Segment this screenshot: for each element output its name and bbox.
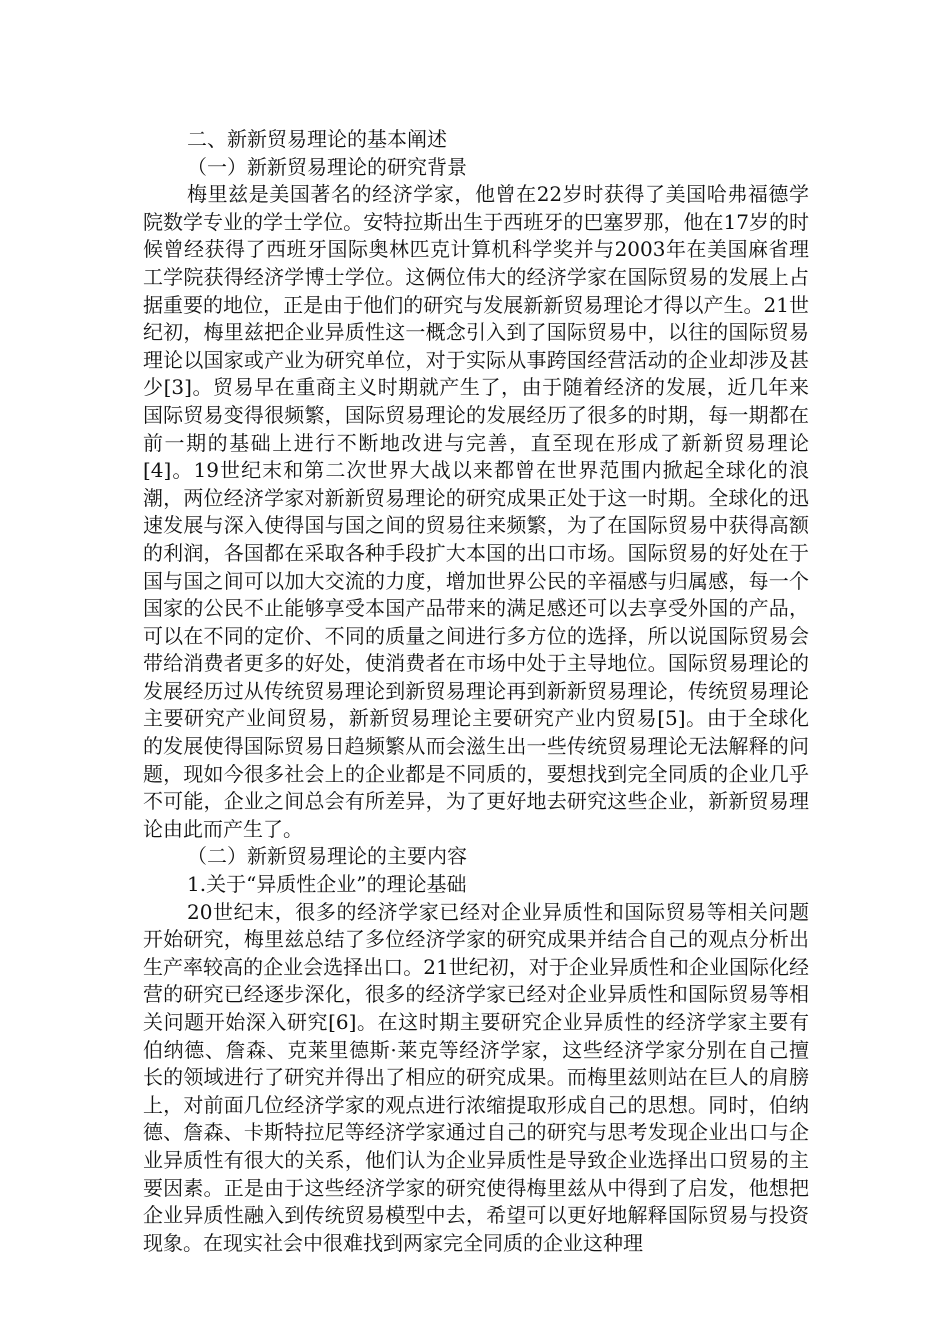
paragraph-2: 20世纪末，很多的经济学家已经对企业异质性和国际贸易等相关问题开始研究，梅里兹总结了多位经济学家的研究成果并结合自己的观点分析出生产率较高的企业会选择出口。21世纪初，对于企业异质性和企业国际化经营的研究已经逐步深化，很多的经济学家已经对企业异质性和国际贸易等相关问题开始深入研究[6]。在这时期主要研究企业异质性的经济学家主要有伯纳德、詹森、克莱里德斯·莱克等经济学家，这些经济学家分别在自己擅长的领域进行了研究并得出了相应的研究成果。而梅里兹则站在巨人的肩膀上，对前面几位经济学家的观点进行浓缩提取形成自己的思想。同时，伯纳德、詹森、卡斯特拉尼等经济学家通过自己的研究与思考发现企业出口与企业异质性有很大的关系，他们认为企业异质性是导致企业选择出口贸易的主要因素。正是由于这些经济学家的研究使得梅里兹从中得到了启发，他想把企业异质性融入到传统贸易模型中去，希望可以更好地解释国际贸易与投资现象。在现实社会中很难找到两家完全同质的企业这种理 [143,899,809,1255]
subsection-2-title: （二）新新贸易理论的主要内容 [187,844,467,869]
subsection-1-title: （一）新新贸易理论的研究背景 [187,154,467,179]
point-1-title: 1.关于“异质性企业”的理论基础 [187,872,467,897]
document-body [143,126,809,1257]
paragraph-1: 梅里兹是美国著名的经济学家，他曾在22岁时获得了美国哈弗福德学院数学专业的学士学位。安特拉斯出生于西班牙的巴塞罗那，他在17岁的时候曾经获得了西班牙国际奥林匹克计算机科学奖并与2003年在美国麻省理工学院获得经济学博士学位。这俩位伟大的经济学家在国际贸易的发展上占据重要的地位，正是由于他们的研究与发展新新贸易理论才得以产生。21世纪初，梅里兹把企业异质性这一概念引入到了国际贸易中，以往的国际贸易理论以国家或产业为研究单位，对于实际从事跨国经营活动的企业却涉及甚少[3]。贸易早在重商主义时期就产生了，由于随着经济的发展，近几年来国际贸易变得很频繁，国际贸易理论的发展经历了很多的时期，每一期都在前一期的基础上进行不断地改进与完善，直至现在形成了新新贸易理论[4]。19世纪末和第二次世界大战以来都曾在世界范围内掀起全球化的浪潮，两位经济学家对新新贸易理论的研究成果正处于这一时期。全球化的迅速发展与深入使得国与国之间的贸易往来频繁，为了在国际贸易中获得高额的利润，各国都在采取各种手段扩大本国的出口市场。国际贸易的好处在于国与国之间可以加大交流的力度，增加世界公民的辛福感与归属感，每一个国家的公民不止能够享受本国产品带来的满足感还可以去享受外国的产品，可以在不同的定价、不同的质量之间进行多方位的选择，所以说国际贸易会带给消费者更多的好处，使消费者在市场中处于主导地位。国际贸易理论的发展经历过从传统贸易理论到新贸易理论再到新新贸易理论，传统贸易理论主要研究产业间贸易，新新贸易理论主要研究产业内贸易[5]。由于全球化的发展使得国际贸易日趋频繁从而会滋生出一些传统贸易理论无法解释的问题，现如今很多社会上的企业都是不同质的，要想找到完全同质的企业几乎不可能，企业之间总会有所差异，为了更好地去研究这些企业，新新贸易理论由此而产生了。 [143,182,809,841]
section-title: 二、新新贸易理论的基本阐述 [187,127,447,151]
